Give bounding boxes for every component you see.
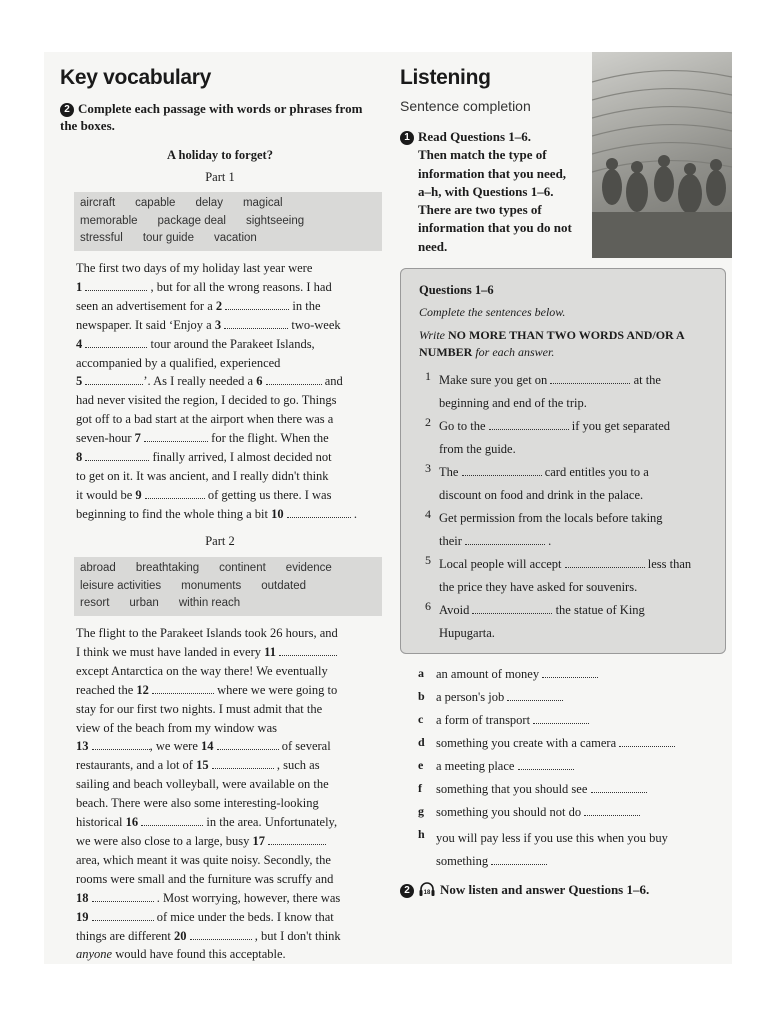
exercise-2-listen-instruction: 2 18 Now listen and answer Questions 1–6. xyxy=(400,881,720,901)
option-h: h you will pay less if you use this when you buy something xyxy=(418,827,668,868)
part-1-label: Part 1 xyxy=(205,170,235,184)
option-b: b a person's job xyxy=(418,689,728,709)
questions-box-instruction-2: Write NO MORE THAN TWO WORDS AND/OR A NUMBER for each answer. xyxy=(419,328,685,359)
exercise-number-badge: 2 xyxy=(60,103,74,117)
listening-heading: Listening xyxy=(400,66,491,89)
track-number: 18 xyxy=(423,890,431,896)
option-e: e a meeting place xyxy=(418,758,728,778)
story-title: A holiday to forget? xyxy=(167,148,273,162)
exercise-1-instruction: 1 Read Questions 1–6. Then match the type of information that you need, a–h, with Questions 1–6. There are two types of information that you do not need. xyxy=(400,128,588,256)
option-f: f something that you should see xyxy=(418,781,728,801)
part-2-word-box: abroad breathtaking continent evidence leisure activities monuments outdated resort urban within reach xyxy=(74,557,382,616)
sentence-completion-subheading: Sentence completion xyxy=(400,98,531,114)
part-2-label: Part 2 xyxy=(205,534,235,548)
option-c: c a form of transport xyxy=(418,712,728,732)
option-d: d something you create with a camera xyxy=(418,735,728,755)
questions-list: 1 Make sure you get on at the beginning and end of the trip. 2 Go to the if you get separated from the guide. 3 The card entitles you to a discount on food and drink in the palace. 4 Get permission from the locals before taking their . 5 Local people will accept less than the price they have asked for souvenirs. 6 Avoid the statue of King Hupugarta. xyxy=(425,369,692,640)
exercise-2-instruction: 2 Complete each passage with words or phrases from the boxes. xyxy=(60,101,363,133)
part-1-word-box: aircraft capable delay magical memorable package deal sightseeing stressful tour guide vacation xyxy=(74,192,382,251)
textbook-page xyxy=(44,52,732,964)
exercise-number-badge: 2 xyxy=(400,884,414,898)
passage-part-1: The first two days of my holiday last year were 1 , but for all the wrong reasons. I had seen an advertisement for a 2 in the newspaper. It said ‘Enjoy a 3 two-week 4 tour around the Parakeet Islands, accompanied by a qualified, experienced 5 ’. As I really needed a 6 and had never visited the region, I decided to go. Things got off to a bad start at the airport when there was a seven-hour 7 for the flight. When the 8 finally arrived, I almost decided not to get on it. It was ancient, and I really didn't think it would be 9 of getting us there. I was beginning to find the whole thing a bit 10 . xyxy=(76,261,357,521)
photo-image xyxy=(592,52,732,258)
questions-box-instruction-1: Complete the sentences below. xyxy=(419,305,566,319)
amphitheatre-photo xyxy=(592,52,732,258)
options-list xyxy=(418,666,728,876)
passage-part-2: The flight to the Parakeet Islands took 26 hours, and I think we must have landed in every 11 except Antarctica on the way there! We eventually reached the 12 where we were going to stay for our first two nights. I must admit that the view of the beach from my window was 13 , we were 14 of several restaurants, and a lot of 15 , such as sailing and beach volleyball, were available on the beach. There were also some interesting-looking historical 16 in the area. Unfortunately, we were also close to a large, busy 17 area, which meant it was quite noisy. Secondly, the rooms were small and the furniture was scruffy and 18 . Most worrying, however, there was 19 of mice under the beds. I know that things are different 20 , but I don't think anyone would have found this acceptable. xyxy=(76,626,341,962)
headphones-icon xyxy=(418,881,436,901)
exercise-number-badge: 1 xyxy=(400,131,414,145)
key-vocabulary-heading: Key vocabulary xyxy=(60,66,212,89)
questions-box xyxy=(400,268,726,654)
option-a: a an amount of money xyxy=(418,666,728,686)
questions-box-title: Questions 1–6 xyxy=(419,283,494,297)
option-g: g something you should not do xyxy=(418,804,728,824)
